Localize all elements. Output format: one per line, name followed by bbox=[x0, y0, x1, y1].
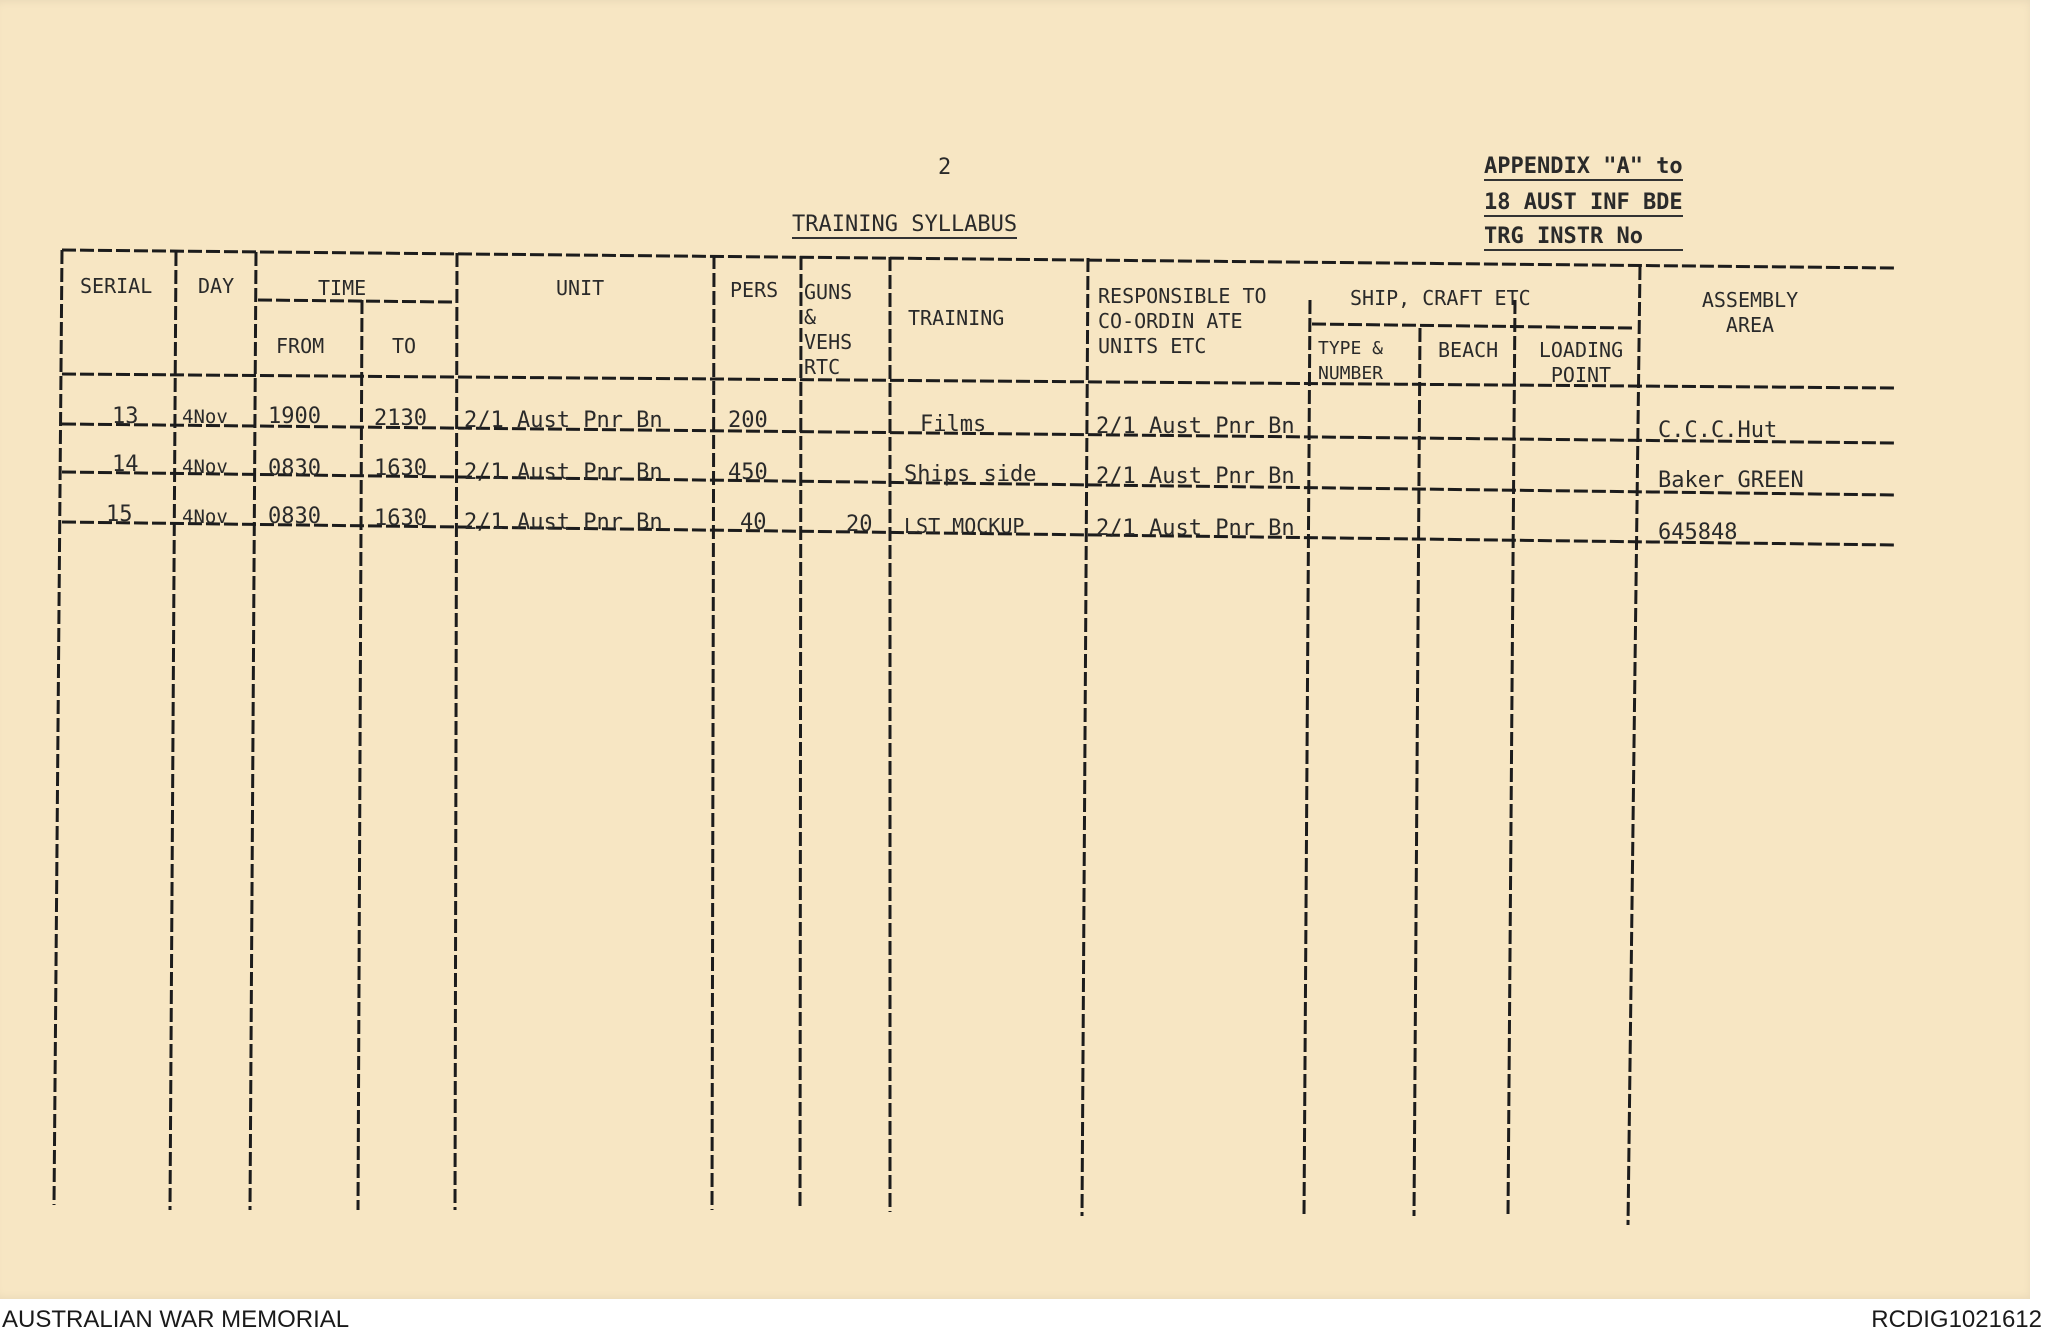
table-row-13-assembly: C.C.C.Hut bbox=[1658, 418, 1778, 443]
header-assembly-area: ASSEMBLY AREA bbox=[1701, 288, 1799, 337]
table-row-14-from: 0830 bbox=[268, 456, 321, 481]
header-loading-point: LOADING POINT bbox=[1538, 338, 1624, 387]
header-from: FROM bbox=[276, 334, 325, 358]
table-row-15-serial: 15 bbox=[106, 502, 133, 527]
header-training: TRAINING bbox=[908, 306, 1005, 330]
table-row-15-training: LST MOCKUP bbox=[904, 514, 1025, 538]
appendix-line-3: TRG INSTR No bbox=[1484, 224, 1683, 251]
table-row-14-day: 4Nov bbox=[182, 456, 228, 478]
table-row-13-pers: 200 bbox=[728, 408, 768, 433]
header-serial: SERIAL bbox=[80, 274, 153, 298]
table-row-14-assembly: Baker GREEN bbox=[1658, 468, 1804, 493]
header-beach: BEACH bbox=[1438, 338, 1499, 362]
table-row-13-serial: 13 bbox=[112, 404, 139, 429]
footer-source: AUSTRALIAN WAR MEMORIAL bbox=[2, 1306, 350, 1333]
header-guns: GUNS & VEHS RTC bbox=[804, 280, 853, 379]
table-row-14-unit: 2/1 Aust Pnr Bn bbox=[464, 460, 663, 485]
table-row-15-guns: 20 bbox=[846, 512, 873, 537]
document-title: TRAINING SYLLABUS bbox=[792, 212, 1018, 237]
table-row-13-responsible: 2/1 Aust Pnr Bn bbox=[1096, 414, 1295, 439]
table-row-13-unit: 2/1 Aust Pnr Bn bbox=[464, 408, 663, 433]
table-row-15-to: 1630 bbox=[374, 506, 427, 531]
header-type-number: TYPE & NUMBER bbox=[1318, 338, 1384, 384]
table-row-13-from: 1900 bbox=[268, 404, 321, 429]
appendix-line-1: APPENDIX "A" to bbox=[1484, 154, 1683, 179]
table-row-13-training: Films bbox=[920, 412, 987, 437]
header-unit: UNIT bbox=[556, 276, 605, 300]
table-row-14-responsible: 2/1 Aust Pnr Bn bbox=[1096, 464, 1295, 489]
table-row-13-to: 2130 bbox=[374, 406, 427, 431]
header-day: DAY bbox=[198, 274, 235, 298]
header-to: TO bbox=[392, 334, 417, 358]
table-row-15-pers: 40 bbox=[740, 510, 767, 535]
table-row-14-training: Ships side bbox=[904, 462, 1037, 487]
table-row-15-from: 0830 bbox=[268, 504, 321, 529]
page-number: 2 bbox=[938, 155, 952, 180]
table-row-15-assembly: 645848 bbox=[1658, 520, 1738, 545]
table-row-14-serial: 14 bbox=[112, 452, 139, 477]
header-time: TIME bbox=[318, 276, 367, 300]
table-row-14-to: 1630 bbox=[374, 456, 427, 481]
appendix-line-2: 18 AUST INF BDE bbox=[1484, 190, 1683, 215]
footer-identifier: RCDIG1021612 bbox=[1871, 1306, 2042, 1333]
header-responsible: RESPONSIBLE TO CO-ORDIN ATE UNITS ETC bbox=[1098, 284, 1267, 358]
table-row-14-pers: 450 bbox=[728, 460, 768, 485]
table-row-15-day: 4Nov bbox=[182, 506, 228, 528]
header-ship-craft: SHIP, CRAFT ETC bbox=[1350, 286, 1531, 310]
header-pers: PERS bbox=[730, 278, 779, 302]
table-row-15-unit: 2/1 Aust Pnr Bn bbox=[464, 510, 663, 535]
table-row-15-responsible: 2/1 Aust Pnr Bn bbox=[1096, 516, 1295, 541]
table-row-13-day: 4Nov bbox=[182, 406, 228, 428]
